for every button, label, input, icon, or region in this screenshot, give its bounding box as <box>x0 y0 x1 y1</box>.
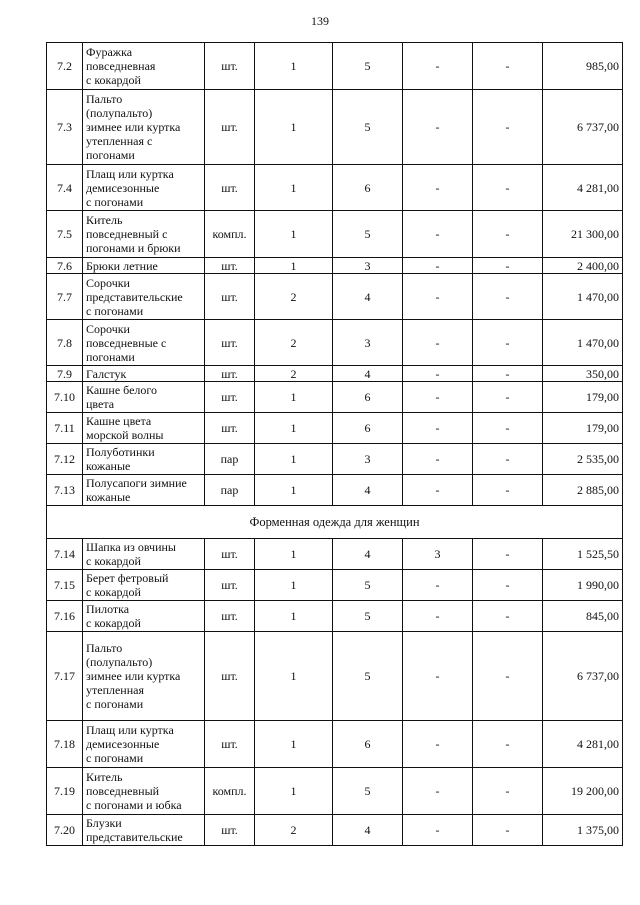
item-name: Полуботинки кожаные <box>83 444 205 475</box>
item-unit: шт. <box>205 413 255 444</box>
item-quantity: 1 <box>255 90 333 165</box>
item-price: 2 885,00 <box>543 475 623 506</box>
item-name: Сорочки повседневные с погонами <box>83 320 205 366</box>
item-quantity: 1 <box>255 475 333 506</box>
item-number: 7.8 <box>47 320 83 366</box>
section-title: Форменная одежда для женщин <box>47 506 623 539</box>
item-price: 179,00 <box>543 382 623 413</box>
item-extra-1: - <box>403 601 473 632</box>
item-wear-period: 5 <box>333 43 403 90</box>
item-extra-1: - <box>403 274 473 320</box>
item-quantity: 1 <box>255 43 333 90</box>
table-row <box>47 90 623 165</box>
item-unit: шт. <box>205 632 255 721</box>
item-extra-1: - <box>403 211 473 258</box>
item-extra-2: - <box>473 444 543 475</box>
item-name: Пальто (полупальто) зимнее или куртка утепленная с погонами <box>83 90 205 165</box>
item-unit: шт. <box>205 274 255 320</box>
item-name: Кашне белого цвета <box>83 382 205 413</box>
item-unit: шт. <box>205 601 255 632</box>
item-number: 7.17 <box>47 632 83 721</box>
item-extra-2: - <box>473 90 543 165</box>
table-row <box>47 768 623 815</box>
item-wear-period: 4 <box>333 274 403 320</box>
item-unit: компл. <box>205 768 255 815</box>
item-price: 350,00 <box>543 366 623 382</box>
table-row <box>47 721 623 768</box>
table-row <box>47 211 623 258</box>
item-number: 7.2 <box>47 43 83 90</box>
item-wear-period: 3 <box>333 258 403 274</box>
item-price: 6 737,00 <box>543 90 623 165</box>
item-quantity: 1 <box>255 632 333 721</box>
item-extra-2: - <box>473 539 543 570</box>
item-price: 1 375,00 <box>543 815 623 846</box>
item-extra-1: - <box>403 320 473 366</box>
table-row <box>47 258 623 274</box>
item-number: 7.16 <box>47 601 83 632</box>
table-row <box>47 320 623 366</box>
item-unit: шт. <box>205 90 255 165</box>
item-extra-1: - <box>403 444 473 475</box>
item-extra-2: - <box>473 366 543 382</box>
item-quantity: 1 <box>255 570 333 601</box>
item-quantity: 1 <box>255 601 333 632</box>
table-row <box>47 43 623 90</box>
item-extra-1: - <box>403 768 473 815</box>
section-row <box>47 506 623 539</box>
item-name: Галстук <box>83 366 205 382</box>
table-row <box>47 815 623 846</box>
item-extra-1: - <box>403 366 473 382</box>
item-price: 1 525,50 <box>543 539 623 570</box>
item-number: 7.10 <box>47 382 83 413</box>
item-number: 7.20 <box>47 815 83 846</box>
item-wear-period: 5 <box>333 601 403 632</box>
item-wear-period: 4 <box>333 366 403 382</box>
item-extra-2: - <box>473 413 543 444</box>
item-extra-2: - <box>473 382 543 413</box>
item-wear-period: 6 <box>333 721 403 768</box>
item-number: 7.19 <box>47 768 83 815</box>
item-quantity: 2 <box>255 320 333 366</box>
item-unit: шт. <box>205 570 255 601</box>
item-name: Берет фетровый с кокардой <box>83 570 205 601</box>
item-quantity: 2 <box>255 274 333 320</box>
item-price: 21 300,00 <box>543 211 623 258</box>
item-number: 7.6 <box>47 258 83 274</box>
item-number: 7.4 <box>47 165 83 211</box>
item-price: 4 281,00 <box>543 721 623 768</box>
table-row <box>47 444 623 475</box>
item-name: Пальто (полупальто) зимнее или куртка утепленная с погонами <box>83 632 205 721</box>
table-row <box>47 475 623 506</box>
item-extra-2: - <box>473 258 543 274</box>
item-extra-2: - <box>473 721 543 768</box>
item-number: 7.14 <box>47 539 83 570</box>
item-name: Плащ или куртка демисезонные с погонами <box>83 165 205 211</box>
item-quantity: 1 <box>255 165 333 211</box>
item-unit: шт. <box>205 320 255 366</box>
item-unit: шт. <box>205 165 255 211</box>
item-extra-1: - <box>403 475 473 506</box>
item-wear-period: 5 <box>333 90 403 165</box>
table-row <box>47 632 623 721</box>
item-price: 19 200,00 <box>543 768 623 815</box>
item-extra-1: - <box>403 815 473 846</box>
item-number: 7.9 <box>47 366 83 382</box>
item-quantity: 1 <box>255 768 333 815</box>
item-wear-period: 4 <box>333 539 403 570</box>
item-wear-period: 5 <box>333 632 403 721</box>
table-row <box>47 382 623 413</box>
item-number: 7.11 <box>47 413 83 444</box>
item-name: Плащ или куртка демисезонные с погонами <box>83 721 205 768</box>
item-extra-1: - <box>403 382 473 413</box>
item-name: Пилотка с кокардой <box>83 601 205 632</box>
item-price: 1 470,00 <box>543 274 623 320</box>
item-name: Шапка из овчины с кокардой <box>83 539 205 570</box>
item-extra-1: - <box>403 413 473 444</box>
item-number: 7.15 <box>47 570 83 601</box>
item-extra-2: - <box>473 601 543 632</box>
item-name: Блузки представительские <box>83 815 205 846</box>
item-quantity: 1 <box>255 211 333 258</box>
item-extra-1: - <box>403 165 473 211</box>
item-wear-period: 6 <box>333 165 403 211</box>
item-wear-period: 3 <box>333 444 403 475</box>
item-wear-period: 3 <box>333 320 403 366</box>
item-unit: пар <box>205 444 255 475</box>
item-extra-2: - <box>473 274 543 320</box>
item-number: 7.18 <box>47 721 83 768</box>
item-quantity: 2 <box>255 366 333 382</box>
uniform-norms-table <box>46 42 623 846</box>
item-wear-period: 4 <box>333 475 403 506</box>
page-number: 139 <box>311 14 329 28</box>
item-wear-period: 4 <box>333 815 403 846</box>
item-price: 2 400,00 <box>543 258 623 274</box>
item-number: 7.3 <box>47 90 83 165</box>
item-unit: шт. <box>205 366 255 382</box>
table-row <box>47 539 623 570</box>
item-number: 7.12 <box>47 444 83 475</box>
item-quantity: 1 <box>255 539 333 570</box>
item-quantity: 2 <box>255 815 333 846</box>
item-extra-1: - <box>403 570 473 601</box>
item-quantity: 1 <box>255 721 333 768</box>
item-wear-period: 6 <box>333 413 403 444</box>
item-extra-1: - <box>403 43 473 90</box>
item-extra-2: - <box>473 165 543 211</box>
item-unit: шт. <box>205 43 255 90</box>
item-name: Китель повседневный с погонами и юбка <box>83 768 205 815</box>
table-row <box>47 274 623 320</box>
item-price: 6 737,00 <box>543 632 623 721</box>
item-price: 845,00 <box>543 601 623 632</box>
table-row <box>47 165 623 211</box>
item-quantity: 1 <box>255 444 333 475</box>
item-name: Китель повседневный с погонами и брюки <box>83 211 205 258</box>
item-price: 179,00 <box>543 413 623 444</box>
item-extra-1: - <box>403 90 473 165</box>
item-quantity: 1 <box>255 382 333 413</box>
item-extra-2: - <box>473 475 543 506</box>
table-row <box>47 601 623 632</box>
item-unit: пар <box>205 475 255 506</box>
item-price: 2 535,00 <box>543 444 623 475</box>
item-wear-period: 6 <box>333 382 403 413</box>
item-number: 7.7 <box>47 274 83 320</box>
item-name: Сорочки представительские с погонами <box>83 274 205 320</box>
item-unit: шт. <box>205 815 255 846</box>
item-unit: шт. <box>205 721 255 768</box>
item-extra-2: - <box>473 211 543 258</box>
item-wear-period: 5 <box>333 570 403 601</box>
item-quantity: 1 <box>255 258 333 274</box>
item-name: Брюки летние <box>83 258 205 274</box>
item-extra-2: - <box>473 815 543 846</box>
item-wear-period: 5 <box>333 768 403 815</box>
item-extra-2: - <box>473 632 543 721</box>
item-unit: шт. <box>205 258 255 274</box>
item-extra-1: - <box>403 721 473 768</box>
item-number: 7.5 <box>47 211 83 258</box>
item-extra-1: - <box>403 632 473 721</box>
table-row <box>47 413 623 444</box>
table-row <box>47 570 623 601</box>
item-extra-2: - <box>473 320 543 366</box>
item-extra-2: - <box>473 570 543 601</box>
item-extra-2: - <box>473 768 543 815</box>
item-number: 7.13 <box>47 475 83 506</box>
item-extra-2: - <box>473 43 543 90</box>
item-quantity: 1 <box>255 413 333 444</box>
table-row <box>47 366 623 382</box>
item-extra-1: - <box>403 258 473 274</box>
item-name: Полусапоги зимние кожаные <box>83 475 205 506</box>
item-wear-period: 5 <box>333 211 403 258</box>
item-price: 4 281,00 <box>543 165 623 211</box>
item-price: 1 990,00 <box>543 570 623 601</box>
item-name: Фуражка повседневная с кокардой <box>83 43 205 90</box>
item-unit: шт. <box>205 539 255 570</box>
item-name: Кашне цвета морской волны <box>83 413 205 444</box>
item-unit: компл. <box>205 211 255 258</box>
item-extra-1: 3 <box>403 539 473 570</box>
item-price: 1 470,00 <box>543 320 623 366</box>
item-unit: шт. <box>205 382 255 413</box>
item-price: 985,00 <box>543 43 623 90</box>
